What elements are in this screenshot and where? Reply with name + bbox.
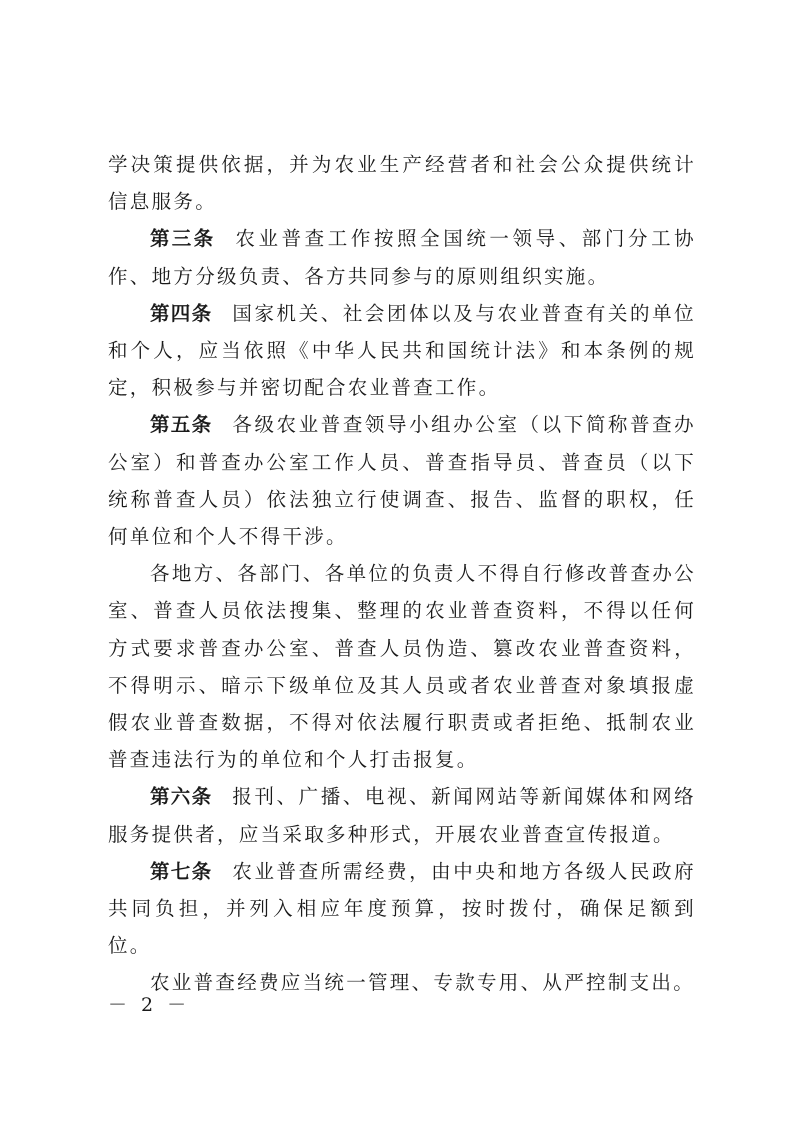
paragraph-text: 国家机关、社会团体以及与农业普查有关的单位和个人，应当依照《中华人民共和国统计法》和本条例的规定，积极参与并密切配合农业普查工作。 [108,301,696,400]
paragraph-text: 各地方、各部门、各单位的负责人不得自行修改普查办公室、普查人员依法搜集、整理的农业普查资料，不得以任何方式要求普查办公室、普查人员伪造、篡改农业普查资料，不得明示、暗示下级单位及其人员或者农业普查对象填报虚假农业普查数据，不得对依法履行职责或者拒绝、抵制农业普查违法行为的单位和个人打击报复。 [108,562,696,772]
article-7-paragraph-2 [108,964,696,1001]
article-number: 第三条 [150,227,216,251]
article-number: 第七条 [150,859,213,883]
paragraph-text: 学决策提供依据，并为农业生产经营者和社会公众提供统计信息服务。 [108,153,696,214]
page-number: － 2 － [108,994,191,1016]
article-5 [108,406,696,555]
article-7 [108,853,696,965]
paragraph-text: 农业普查工作按照全国统一领导、部门分工协作、地方分级负责、各方共同参与的原则组织实施。 [108,227,696,288]
paragraph-continuation [108,146,696,220]
document-body [108,146,696,1002]
article-number: 第四条 [150,301,213,325]
article-number: 第五条 [150,413,213,437]
article-3 [108,220,696,294]
paragraph-text: 各级农业普查领导小组办公室（以下简称普查办公室）和普查办公室工作人员、普查指导员、普查员（以下统称普查人员）依法独立行使调查、报告、监督的职权，任何单位和个人不得干涉。 [108,413,696,549]
paragraph-text: 报刊、广播、电视、新闻网站等新闻媒体和网络服务提供者，应当采取多种形式，开展农业普查宣传报道。 [108,785,696,846]
paragraph-text: 农业普查经费应当统一管理、专款专用、从严控制支出。 [150,971,696,995]
article-number: 第六条 [150,785,213,809]
article-5-paragraph-2 [108,555,696,778]
article-6 [108,778,696,852]
paragraph-text: 农业普查所需经费，由中央和地方各级人民政府共同负担，并列入相应年度预算，按时拨付，确保足额到位。 [108,859,696,958]
article-4 [108,295,696,407]
